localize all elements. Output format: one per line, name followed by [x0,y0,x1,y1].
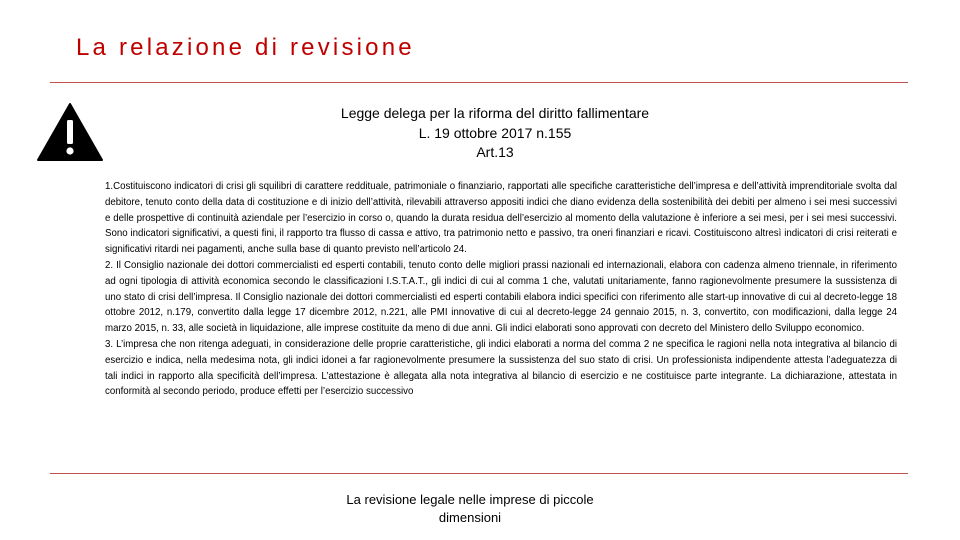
top-divider [50,82,908,83]
footer-line-2: dimensioni [438,510,502,525]
article-paragraph-2: 2. Il Consiglio nazionale dei dottori commercialisti ed esperti contabili, tenuto conto delle migliori prassi nazionali ed internazionali, elabora con cadenza almeno triennale, in riferimento ad ogni tipologia di attività economica secondo le classificazioni I.S.T.A.T., gli indici di cui al comma 1 che, valutati unitariamente, fanno ragionevolmente presumere la sussistenza di uno stato di crisi dell’impresa. Il Consiglio nazionale dei dottori commercialisti ed esperti contabili elabora indici specifici con riferimento alle start-up innovative di cui al decreto-legge 18 ottobre 2012, n.179, convertito dalla legge 17 dicembre 2012, n.221, alle PMI innovative di cui al decreto-legge 24 gennaio 2015, n. 3, convertito, con modificazioni, dalla legge 24 marzo 2015, n. 33, alle società in liquidazione, alle imprese costituite da meno di due anni. Gli indici elaborati sono approvati con decreto del Ministero dello Sviluppo economico. [105,259,897,335]
slide-footer [315,491,625,527]
law-heading [240,104,750,163]
warning-icon [36,102,104,162]
article-text [105,179,897,400]
article-paragraph-3: 3. L’impresa che non ritenga adeguati, in considerazione delle proprie caratteristiche, gli indici elaborati a norma del comma 2 ne specifica le ragioni nella nota integrativa al bilancio di esercizio e indica, nella medesima nota, gli indici idonei a far ragionevolmente presumere la sussistenza del suo stato di crisi. Un professionista indipendente attesta l’adeguatezza di tali indici in rapporto alla specificità dell’impresa. L’attestazione è allegata alla nota integrativa al bilancio di esercizio e ne costituisce parte integrante. La dichiarazione, attestata in conformità al secondo periodo, produce effetti per l’esercizio successivo [105,338,897,398]
heading-law-title: Legge delega per la riforma del diritto fallimentare [340,105,650,121]
footer-line-1: La revisione legale nelle imprese di piccole [346,492,594,507]
bottom-divider [50,473,908,474]
heading-article: Art.13 [476,144,514,160]
slide-title: La relazione di revisione [76,34,415,61]
article-paragraph-1: 1.Costituiscono indicatori di crisi gli squilibri di carattere reddituale, patrimoniale o finanziario, rapportati alle specifiche caratteristiche dell’impresa e dell’attività imprenditoriale svolta dal debitore, tenuto conto della data di costituzione e di inizio dell’attività, rilevabili attraverso appositi indici che diano evidenza della sostenibilità dei debiti per almeno i sei mesi successivi e delle prospettive di continuità aziendale per l’esercizio in corso o, quando la durata residua dell’esercizio al momento della valutazione è inferiore a sei mesi, per i sei mesi successivi. Sono indicatori significativi, a questi fini, il rapporto tra flusso di cassa e attivo, tra patrimonio netto e passivo, tra oneri finanziari e ricavi. Costituiscono altresì indicatori di crisi reiterati e significativi ritardi nei pagamenti, anche sulla base di quanto previsto nell’articolo 24. [105,181,897,256]
heading-law-reference: L. 19 ottobre 2017 n.155 [418,124,572,141]
